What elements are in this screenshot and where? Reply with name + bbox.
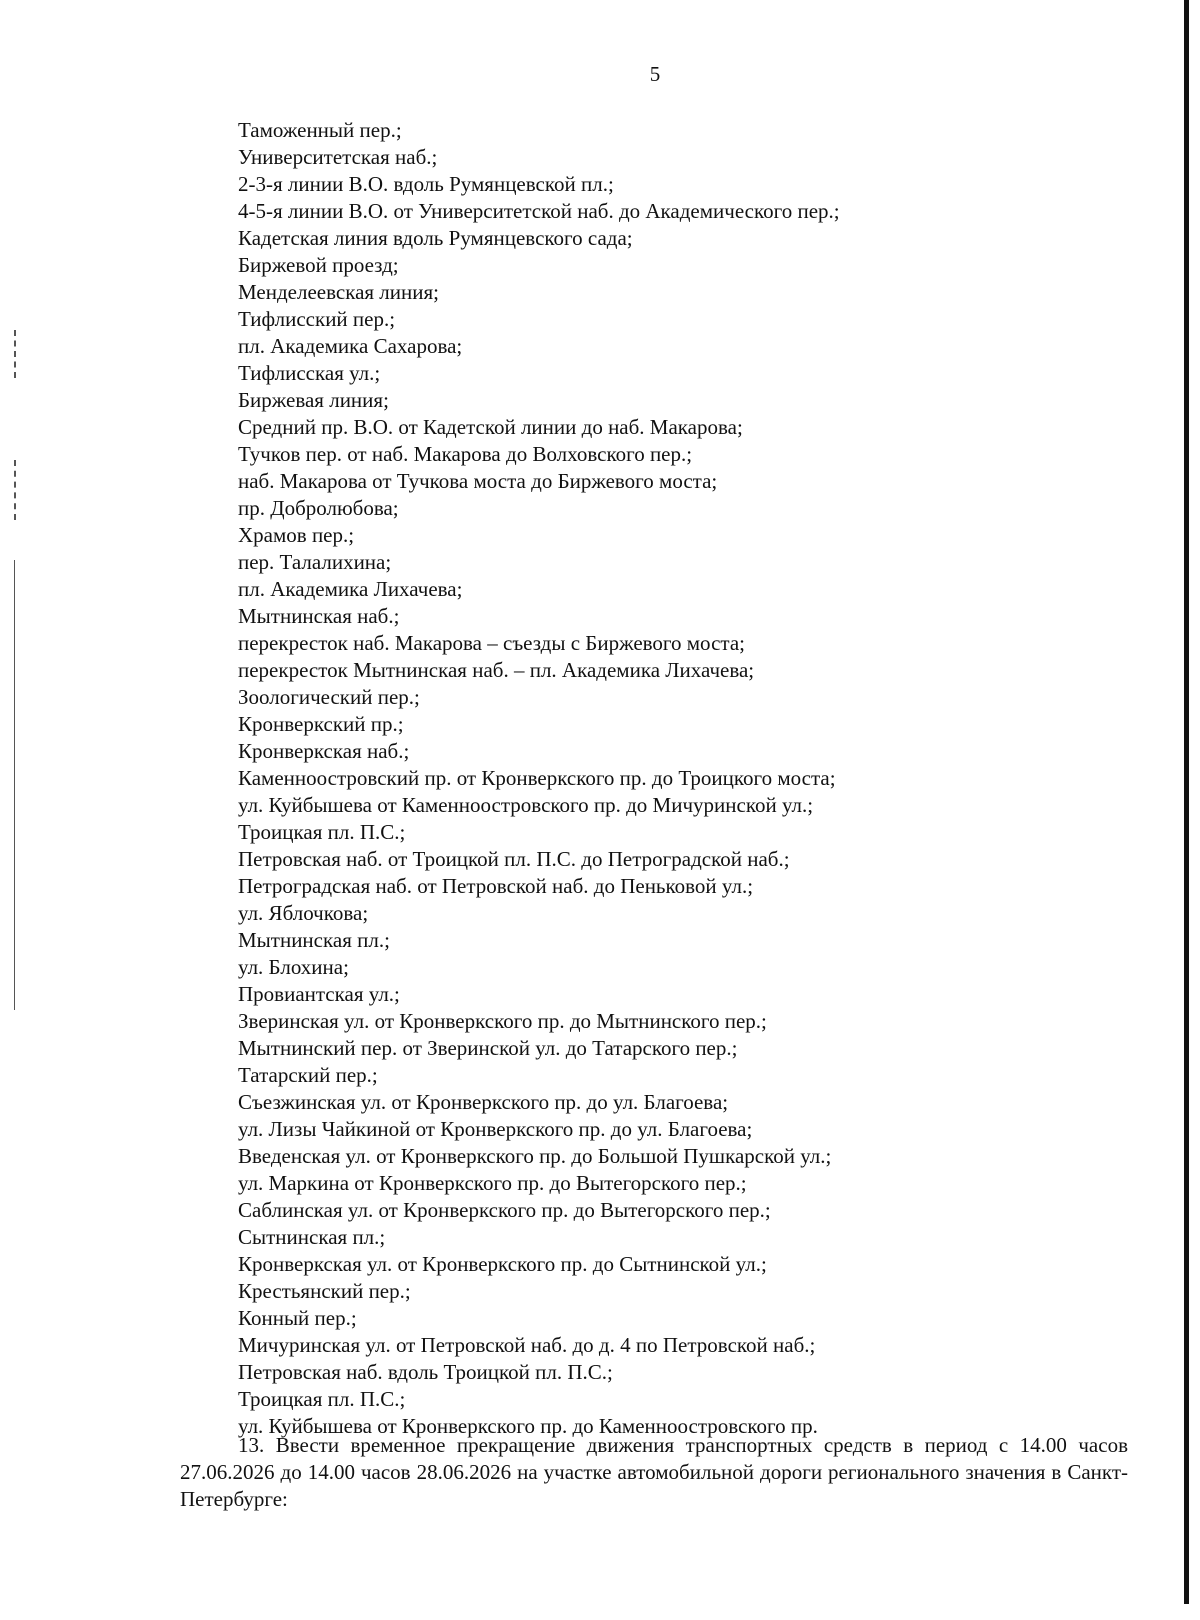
list-item: пл. Академика Сахарова; [238, 334, 463, 358]
list-item: Мытнинская пл.; [238, 928, 390, 952]
scan-margin-mark [14, 560, 15, 1010]
street-list [238, 117, 840, 1440]
list-item: Биржевая линия; [238, 388, 389, 412]
list-item: ул. Яблочкова; [238, 901, 369, 925]
list-item: Средний пр. В.О. от Кадетской линии до наб. Макарова; [238, 415, 743, 439]
list-item: Тифлисская ул.; [238, 361, 381, 385]
list-item: ул. Куйбышева от Кронверкского пр. до Каменноостровского пр. [238, 1414, 818, 1438]
list-item: Зоологический пер.; [238, 685, 420, 709]
list-item: Мичуринская ул. от Петровской наб. до д. 4 по Петровской наб.; [238, 1333, 816, 1357]
list-item: Крестьянский пер.; [238, 1279, 411, 1303]
list-item: 2-3-я линии В.О. вдоль Румянцевской пл.; [238, 172, 614, 196]
list-item: Петровская наб. вдоль Троицкой пл. П.С.; [238, 1360, 613, 1384]
list-item: Кронверкский пр.; [238, 712, 404, 736]
list-item: Кронверкская наб.; [238, 739, 410, 763]
list-item: Кадетская линия вдоль Румянцевского сада; [238, 226, 633, 250]
list-item: Тифлисский пер.; [238, 307, 396, 331]
list-item: пер. Талалихина; [238, 550, 392, 574]
list-item: Саблинская ул. от Кронверкского пр. до Вытегорского пер.; [238, 1198, 771, 1222]
list-item: Мытнинский пер. от Зверинской ул. до Татарского пер.; [238, 1036, 738, 1060]
list-item: Менделеевская линия; [238, 280, 439, 304]
list-item: Сытнинская пл.; [238, 1225, 386, 1249]
list-item: перекресток наб. Макарова – съезды с Биржевого моста; [238, 631, 745, 655]
list-item: Университетская наб.; [238, 145, 438, 169]
list-item: Каменноостровский пр. от Кронверкского пр. до Троицкого моста; [238, 766, 836, 790]
scan-margin-mark [14, 330, 16, 378]
list-item: Конный пер.; [238, 1306, 357, 1330]
list-item: Троицкая пл. П.С.; [238, 820, 406, 844]
list-item: ул. Блохина; [238, 955, 349, 979]
list-item: 4-5-я линии В.О. от Университетской наб. до Академического пер.; [238, 199, 840, 223]
scan-edge-line [1184, 0, 1189, 1604]
list-item: Троицкая пл. П.С.; [238, 1387, 406, 1411]
list-item: пл. Академика Лихачева; [238, 577, 463, 601]
list-item: Петровская наб. от Троицкой пл. П.С. до Петроградской наб.; [238, 847, 790, 871]
paragraph-13: 13. Ввести временное прекращение движения транспортных средств в период с 14.00 часов 27.06.2026 до 14.00 часов 28.06.2026 на участке автомобильной дороги регионального значения в Санкт-Петербурге: [180, 1433, 1128, 1511]
list-item: Введенская ул. от Кронверкского пр. до Большой Пушкарской ул.; [238, 1144, 832, 1168]
list-item: Съезжинская ул. от Кронверкского пр. до ул. Благоева; [238, 1090, 729, 1114]
list-item: Храмов пер.; [238, 523, 355, 547]
list-item: Петроградская наб. от Петровской наб. до Пеньковой ул.; [238, 874, 754, 898]
list-item: Тучков пер. от наб. Макарова до Волховского пер.; [238, 442, 693, 466]
page-number: 5 [649, 62, 661, 86]
list-item: Провиантская ул.; [238, 982, 400, 1006]
list-item: ул. Куйбышева от Каменноостровского пр. до Мичуринской ул.; [238, 793, 814, 817]
scan-margin-mark [14, 460, 16, 520]
list-item: ул. Лизы Чайкиной от Кронверкского пр. до ул. Благоева; [238, 1117, 753, 1141]
list-item: перекресток Мытнинская наб. – пл. Академика Лихачева; [238, 658, 755, 682]
list-item: пр. Добролюбова; [238, 496, 399, 520]
list-item: ул. Маркина от Кронверкского пр. до Вытегорского пер.; [238, 1171, 747, 1195]
list-item: Таможенный пер.; [238, 118, 402, 142]
list-item: Татарский пер.; [238, 1063, 378, 1087]
list-item: Кронверкская ул. от Кронверкского пр. до Сытнинской ул.; [238, 1252, 767, 1276]
list-item: Биржевой проезд; [238, 253, 399, 277]
list-item: Зверинская ул. от Кронверкского пр. до Мытнинского пер.; [238, 1009, 767, 1033]
list-item: Мытнинская наб.; [238, 604, 400, 628]
list-item: наб. Макарова от Тучкова моста до Биржевого моста; [238, 469, 718, 493]
